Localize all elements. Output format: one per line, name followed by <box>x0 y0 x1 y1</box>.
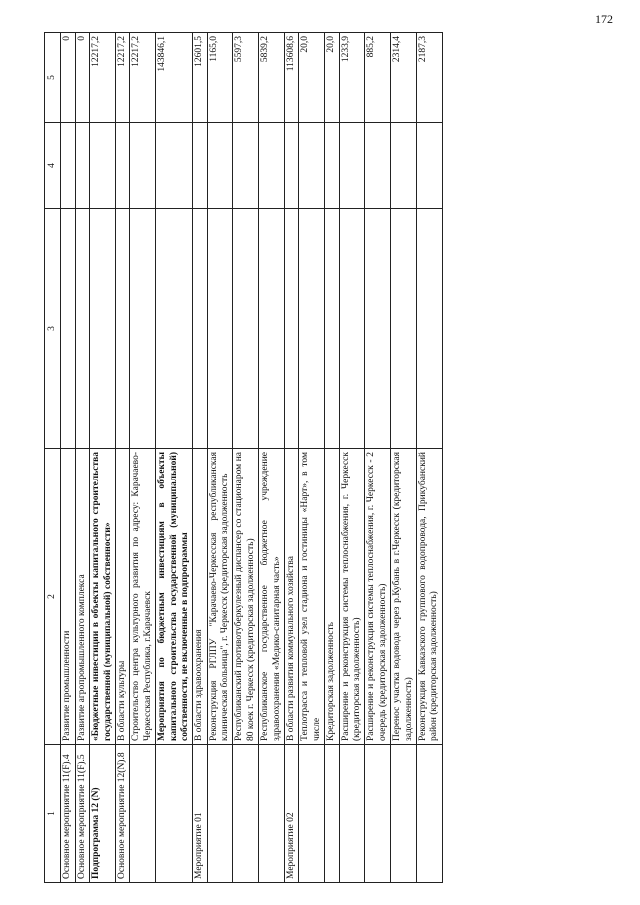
table-row <box>285 33 299 883</box>
table-row <box>130 33 156 883</box>
header-col-2: 2 <box>45 449 61 745</box>
row-amount: 2187,3 <box>416 33 442 123</box>
row-amount: 0 <box>61 33 75 123</box>
row-col-3 <box>61 209 75 449</box>
row-col-3 <box>156 209 193 449</box>
row-col-4 <box>61 123 75 209</box>
row-amount: 143846,1 <box>156 33 193 123</box>
row-col-4 <box>339 123 365 209</box>
row-code: Мероприятие 01 <box>193 745 207 883</box>
row-description: В области здравоохранения <box>193 449 207 745</box>
row-amount: 20,0 <box>299 33 325 123</box>
row-description: Развитие промышленности <box>61 449 75 745</box>
row-col-4 <box>193 123 207 209</box>
row-col-4 <box>299 123 325 209</box>
row-code: Мероприятие 02 <box>285 745 299 883</box>
row-description: В области культуры <box>115 449 129 745</box>
row-code <box>325 745 339 883</box>
row-description: Теплотрасса и тепловой узел стадиона и гостиницы «Нарт», в том числе <box>299 449 325 745</box>
table-row <box>325 33 339 883</box>
row-col-3 <box>285 209 299 449</box>
row-col-4 <box>325 123 339 209</box>
row-amount: 12601,5 <box>193 33 207 123</box>
row-code <box>416 745 442 883</box>
row-description: Расширение и реконструкция системы теплоснабжения, г. Черкесск (кредиторская задолженность) <box>339 449 365 745</box>
row-amount: 885,2 <box>365 33 391 123</box>
row-col-3 <box>130 209 156 449</box>
table-row <box>233 33 259 883</box>
row-col-3 <box>75 209 89 449</box>
row-amount: 5839,2 <box>259 33 285 123</box>
row-amount: 12217,2 <box>115 33 129 123</box>
row-amount: 20,0 <box>325 33 339 123</box>
row-col-4 <box>130 123 156 209</box>
row-col-3 <box>115 209 129 449</box>
row-description: Мероприятия по бюджетным инвестициям в объекты капитального строительства государственной (муниципальной) собственности, не включенные в подпрограммы <box>156 449 193 745</box>
header-col-5: 5 <box>45 33 61 123</box>
row-col-4 <box>207 123 233 209</box>
table-row <box>61 33 75 883</box>
budget-table-sheet <box>44 33 614 883</box>
row-description: Развитие агропромышленного комплекса <box>75 449 89 745</box>
row-amount: 0 <box>75 33 89 123</box>
row-code <box>339 745 365 883</box>
row-col-3 <box>339 209 365 449</box>
row-col-3 <box>391 209 417 449</box>
row-amount: 12217,2 <box>90 33 116 123</box>
row-amount: 1165,0 <box>207 33 233 123</box>
row-description: Республиканское государственное бюджетное учреждение здравоохранения «Медико-санитарная часть» <box>259 449 285 745</box>
row-col-3 <box>233 209 259 449</box>
row-col-4 <box>233 123 259 209</box>
row-col-3 <box>416 209 442 449</box>
row-code: Основное мероприятие 12(N).8 <box>115 745 129 883</box>
row-col-3 <box>90 209 116 449</box>
row-col-3 <box>365 209 391 449</box>
row-code <box>299 745 325 883</box>
row-col-4 <box>115 123 129 209</box>
table-row <box>115 33 129 883</box>
header-col-3: 3 <box>45 209 61 449</box>
table-row <box>259 33 285 883</box>
row-col-4 <box>285 123 299 209</box>
header-col-4: 4 <box>45 123 61 209</box>
row-col-4 <box>75 123 89 209</box>
row-col-3 <box>193 209 207 449</box>
table-row <box>416 33 442 883</box>
row-code <box>130 745 156 883</box>
row-col-3 <box>207 209 233 449</box>
row-col-4 <box>90 123 116 209</box>
page-number: 172 <box>595 12 613 26</box>
row-amount: 2314,4 <box>391 33 417 123</box>
row-col-4 <box>391 123 417 209</box>
row-description: Строительство центра культурного развития по адресу: Карачаево-Черкесская Республика, г.Карачаевск <box>130 449 156 745</box>
row-code <box>233 745 259 883</box>
row-description: В области развития коммунального хозяйства <box>285 449 299 745</box>
table-row <box>391 33 417 883</box>
table-row <box>299 33 325 883</box>
row-col-4 <box>259 123 285 209</box>
row-col-4 <box>365 123 391 209</box>
row-code: Подпрограмма 12 (N) <box>90 745 116 883</box>
row-description: Перенос участка водовода через р.Кубань в г.Черкесск (кредиторская задолженность) <box>391 449 417 745</box>
row-code <box>207 745 233 883</box>
row-code <box>259 745 285 883</box>
row-description: Кредиторская задолженность <box>325 449 339 745</box>
row-col-4 <box>416 123 442 209</box>
row-description: Реконструкция Кавказского группового водопровода, Прикубанский район (кредиторская задолженность) <box>416 449 442 745</box>
table-row <box>207 33 233 883</box>
row-code <box>156 745 193 883</box>
header-row <box>45 33 61 883</box>
row-description: Расширение и реконструкция системы теплоснабжения, г. Черкесск - 2 очередь (кредиторская задолженность) <box>365 449 391 745</box>
table-row <box>75 33 89 883</box>
table-row <box>339 33 365 883</box>
table-row <box>193 33 207 883</box>
row-code: Основное мероприятие 11(F).5 <box>75 745 89 883</box>
row-col-3 <box>325 209 339 449</box>
table-row <box>156 33 193 883</box>
row-description: Республиканский противотуберкулезный диспансер со стационаром на 80 коек г. Черкесск (кредиторская задолженность) <box>233 449 259 745</box>
row-description: Реконструкция РГЛПУ "Карачаево-Черкесская республиканская клиническая больница", г. Черкесск (кредиторская задолженность <box>207 449 233 745</box>
header-col-1: 1 <box>45 745 61 883</box>
table-row <box>365 33 391 883</box>
row-col-3 <box>299 209 325 449</box>
row-description: «Бюджетные инвестиции в объекты капитального строительства государственной (муниципальной) собственности» <box>90 449 116 745</box>
row-code <box>391 745 417 883</box>
row-code <box>365 745 391 883</box>
row-col-4 <box>156 123 193 209</box>
row-amount: 12217,2 <box>130 33 156 123</box>
table-body <box>61 33 442 883</box>
row-col-3 <box>259 209 285 449</box>
row-code: Основное мероприятие 11(F).4 <box>61 745 75 883</box>
row-amount: 113608,6 <box>285 33 299 123</box>
budget-table <box>44 32 443 883</box>
table-row <box>90 33 116 883</box>
row-amount: 5597,3 <box>233 33 259 123</box>
row-amount: 1233,9 <box>339 33 365 123</box>
